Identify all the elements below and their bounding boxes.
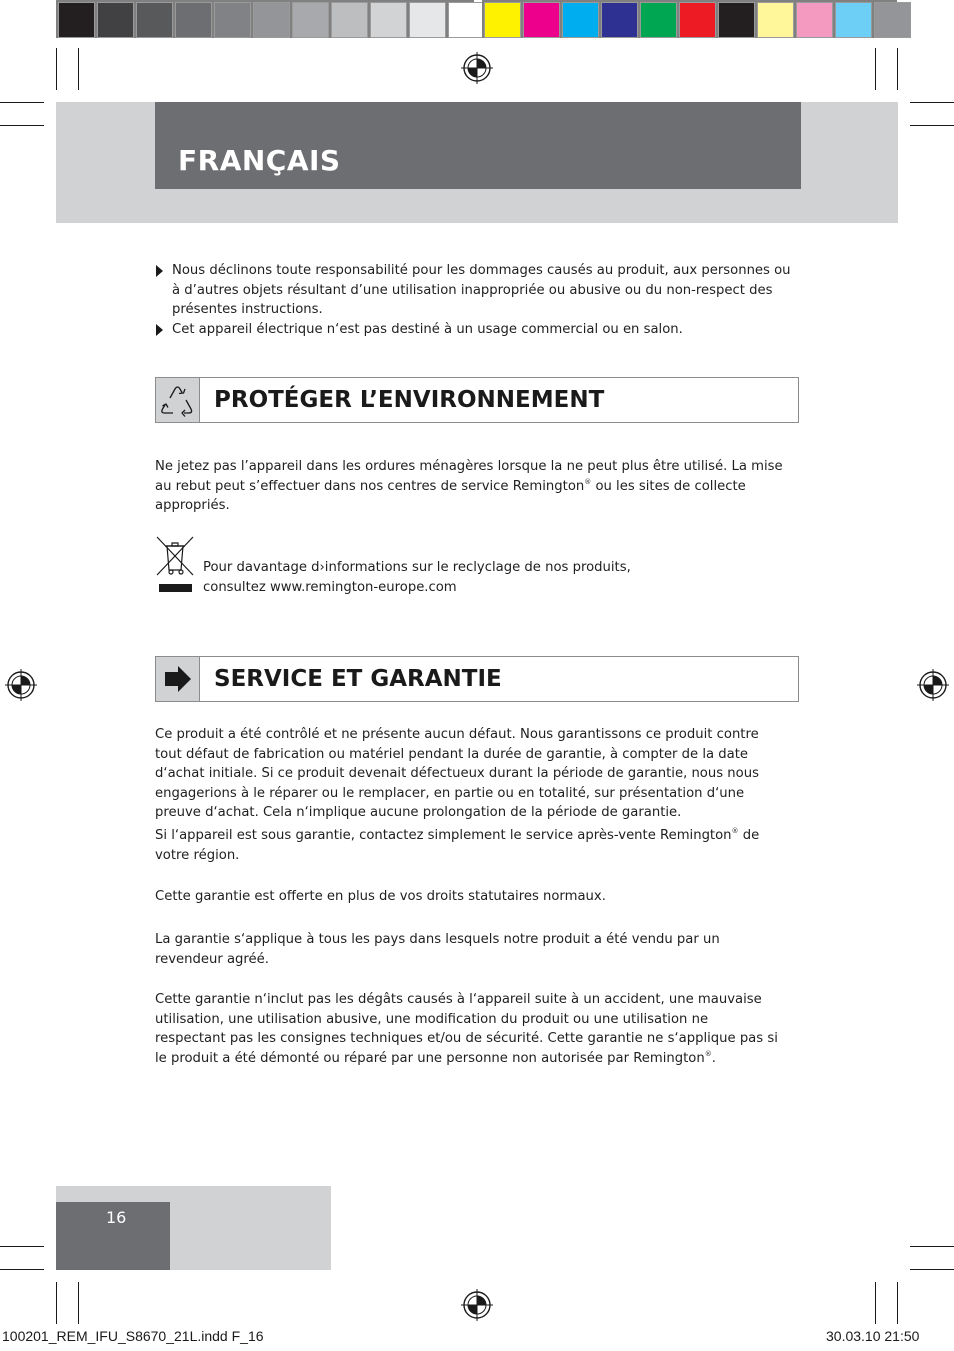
crop-mark [78, 48, 79, 90]
paragraph-text: ou les sites de collecte appropriés. [155, 478, 746, 514]
bullet-triangle-icon [156, 324, 163, 336]
color-swatch [253, 2, 290, 38]
color-swatch [331, 2, 368, 38]
date-slug: 30.03.10 21:50 [826, 1328, 920, 1344]
registration-mark-icon [461, 1289, 493, 1321]
color-swatch [874, 2, 911, 38]
service-section-header [155, 656, 799, 702]
color-swatch [718, 2, 755, 38]
color-swatch [58, 2, 95, 38]
service-paragraph-1: Ce produit a été contrôlé et ne présente aucun défaut. Nous garantissons ce produit contre tout défaut de fabrication ou matériel pendant la durée de garantie, à compter de la date d‘achat initiale. Si ce produit devenait défectueux durant la période de garantie, nous nous engagerions à le réparer ou le remplacer, en partie ou en totalité, sur présentation d‘une preuve d‘achat. Cela n‘implique aucune prolongation de la période de garantie. [155, 727, 759, 821]
paragraph-text: Si l‘appareil est sous garantie, contactez simplement le service après-vente Remington [155, 828, 732, 843]
crop-mark [0, 1246, 44, 1247]
page-number: 16 [106, 1208, 127, 1227]
file-slug: 100201_REM_IFU_S8670_21L.indd F_16 [2, 1328, 264, 1344]
grayscale-color-bar [58, 2, 487, 38]
crop-mark [0, 125, 44, 126]
color-swatch [409, 2, 446, 38]
color-swatch [214, 2, 251, 38]
color-swatch [757, 2, 794, 38]
registered-mark: ® [731, 827, 739, 835]
bullet-text: Nous déclinons toute responsabilité pour les dommages causés au produit, aux personnes ou à d’autres objets résultant d’une utilisation inappropriée ou abusive ou du non-respect des présentes instructions. [172, 263, 791, 318]
color-swatch [484, 2, 521, 38]
crop-mark [78, 1282, 79, 1324]
crop-mark [56, 48, 57, 90]
color-swatch [601, 2, 638, 38]
process-color-bar [484, 2, 913, 38]
crop-mark [56, 1282, 57, 1324]
list-item [155, 320, 795, 340]
paragraph-text: Cette garantie n‘inclut pas les dégâts causés à l‘appareil suite à un accident, une mauvaise utilisation, une utilisation abusive, une modification du produit ou une utilisation ne respectant pas les consignes techniques et/ou de sécurité. Cette garantie ne s‘applique pas si le produit a été démonté ou réparé par une personne non autorisée par Remington [155, 992, 778, 1066]
registered-mark: ® [704, 1049, 712, 1058]
registration-mark-icon [461, 52, 493, 84]
environment-section-header [155, 377, 799, 423]
crop-mark [910, 1269, 954, 1270]
crop-mark [0, 1269, 44, 1270]
color-swatch [97, 2, 134, 38]
list-item [155, 261, 795, 320]
recycling-info-line: consultez www.remington-europe.com [203, 579, 457, 595]
crop-mark [897, 48, 898, 90]
paragraph-text: de votre région. [155, 828, 760, 863]
registration-mark-icon [917, 669, 949, 701]
color-swatch [796, 2, 833, 38]
color-swatch [523, 2, 560, 38]
arrow-right-icon [156, 657, 199, 701]
recycle-icon [156, 378, 199, 422]
crop-mark [0, 102, 44, 103]
section-title: PROTÉGER L’ENVIRONNEMENT [214, 387, 605, 413]
recycling-info-line: Pour davantage d›informations sur le reclyclage de nos produits, [203, 560, 631, 575]
paragraph-text: . [711, 1050, 716, 1066]
registered-mark: ® [584, 477, 592, 486]
service-paragraph-4: La garantie s‘applique à tous les pays dans lesquels notre produit a été vendu par un revendeur agréé. [155, 932, 720, 967]
color-swatch [562, 2, 599, 38]
bullet-triangle-icon [156, 265, 163, 277]
crossed-bin-icon [155, 534, 195, 594]
crop-mark [910, 125, 954, 126]
color-swatch [640, 2, 677, 38]
color-swatch [679, 2, 716, 38]
color-swatch [835, 2, 872, 38]
crop-mark [910, 1246, 954, 1247]
color-swatch [136, 2, 173, 38]
registration-mark-icon [5, 669, 37, 701]
recycle-icon-cell [156, 378, 200, 422]
section-title: SERVICE ET GARANTIE [214, 666, 502, 692]
service-paragraph-3: Cette garantie est offerte en plus de vos droits statutaires normaux. [155, 889, 606, 904]
service-paragraph-2 [155, 826, 780, 865]
intro-bullet-list [155, 261, 795, 339]
crop-mark [875, 1282, 876, 1324]
arrow-icon-cell [156, 657, 200, 701]
crop-mark [897, 1282, 898, 1324]
environment-paragraph [155, 457, 797, 516]
crop-mark [910, 102, 954, 103]
color-swatch [292, 2, 329, 38]
bullet-text: Cet appareil électrique n‘est pas destiné à un usage commercial ou en salon. [172, 321, 683, 337]
recycling-info [203, 558, 803, 597]
crop-mark [875, 48, 876, 90]
color-swatch [448, 2, 485, 38]
service-paragraph-5 [155, 990, 780, 1068]
color-swatch [370, 2, 407, 38]
page-title: FRANÇAIS [178, 144, 341, 177]
color-swatch [175, 2, 212, 38]
paragraph-text: Ne jetez pas l’appareil dans les ordures ménagères lorsque la ne peut plus être utilisé. La mise au rebut peut s’effectuer dans nos centres de service Remington [155, 459, 783, 494]
